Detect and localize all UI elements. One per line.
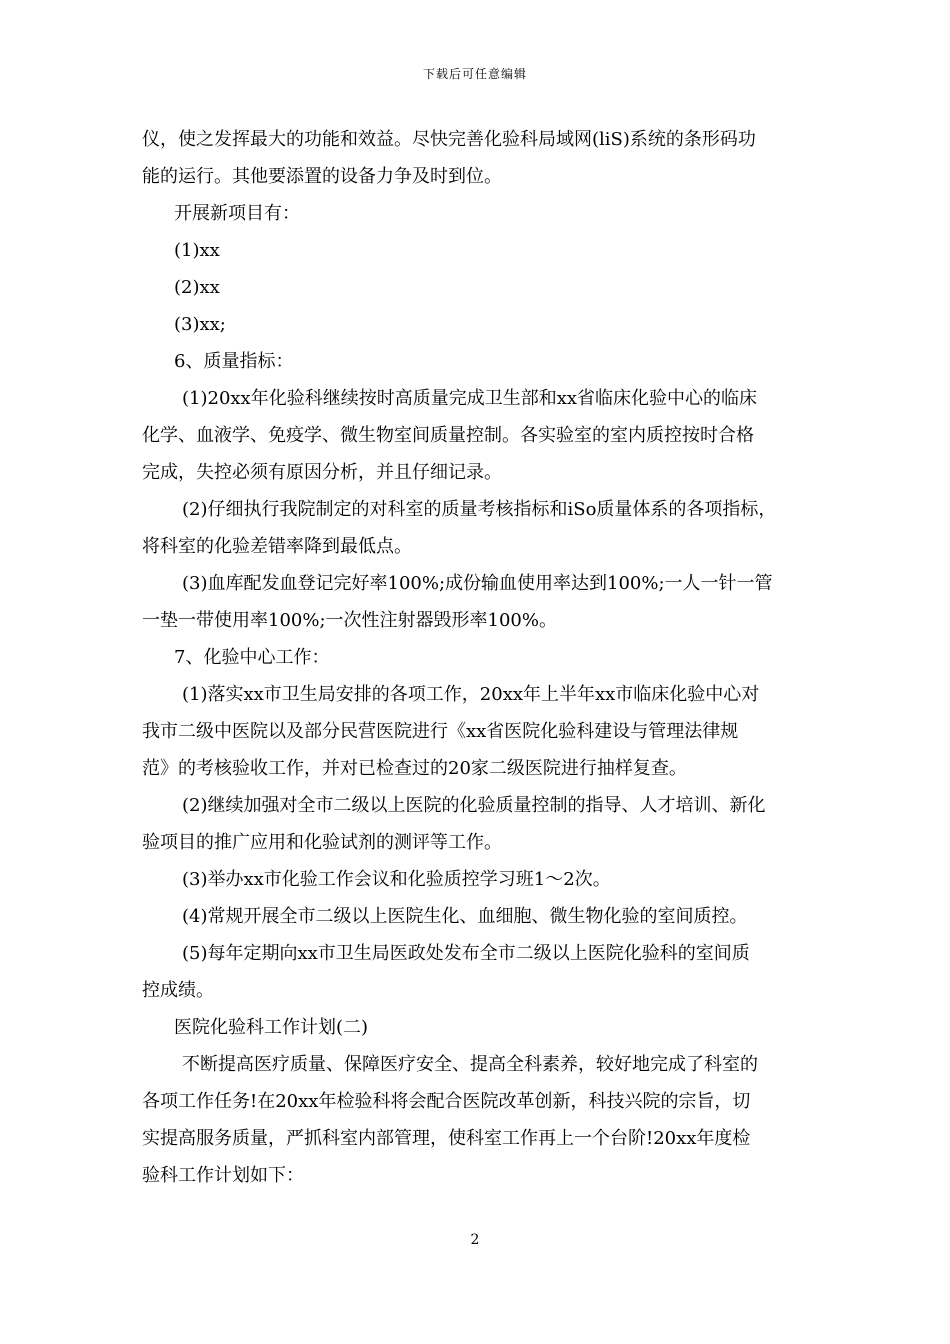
body-line: 一垫一带使用率100%;一次性注射器毁形率100%。 [142, 610, 557, 631]
body-line: 控成绩。 [142, 980, 214, 1001]
body-line: (3)血库配发血登记完好率100%;成份输血使用率达到100%;一人一针一管 [182, 573, 773, 594]
body-line: 范》的考核验收工作，并对已检查过的20家二级医院进行抽样复查。 [142, 758, 687, 779]
body-line: (1)落实xx市卫生局安排的各项工作，20xx年上半年xx市临床化验中心对 [182, 684, 760, 705]
body-line: (2)xx [174, 277, 220, 298]
body-line: 不断提高医疗质量、保障医疗安全、提高全科素养，较好地完成了科室的 [182, 1054, 758, 1075]
section-title: 医院化验科工作计划(二) [174, 1017, 369, 1038]
body-line: (2)仔细执行我院制定的对科室的质量考核指标和iSo质量体系的各项指标， [182, 499, 777, 520]
body-line: 开展新项目有： [174, 203, 300, 224]
body-line: 我市二级中医院以及部分民营医院进行《xx省医院化验科建设与管理法律规 [142, 721, 739, 742]
body-line: 验项目的推广应用和化验试剂的测评等工作。 [142, 832, 502, 853]
body-line: 完成，失控必须有原因分析，并且仔细记录。 [142, 462, 502, 483]
body-line: (3)xx; [174, 314, 226, 335]
body-line: (4)常规开展全市二级以上医院生化、血细胞、微生物化验的室间质控。 [182, 906, 748, 927]
body-line: 实提高服务质量，严抓科室内部管理，使科室工作再上一个台阶!20xx年度检 [142, 1128, 751, 1149]
page-header-note: 下载后可任意编辑 [422, 67, 527, 81]
section-heading: 6、质量指标： [174, 351, 294, 372]
body-line: 能的运行。其他要添置的设备力争及时到位。 [142, 166, 502, 187]
page-number: 2 [470, 1232, 480, 1248]
body-line: 将科室的化验差错率降到最低点。 [142, 536, 412, 557]
body-line: 仪，使之发挥最大的功能和效益。尽快完善化验科局域网(liS)系统的条形码功 [142, 129, 756, 150]
document-body [142, 121, 812, 1194]
body-line: (5)每年定期向xx市卫生局医政处发布全市二级以上医院化验科的室间质 [182, 943, 750, 964]
body-line: 化学、血液学、免疫学、微生物室间质量控制。各实验室的室内质控按时合格 [142, 425, 754, 446]
section-heading: 7、化验中心工作： [174, 647, 330, 668]
body-line: 各项工作任务!在20xx年检验科将会配合医院改革创新，科技兴院的宗旨，切 [142, 1091, 751, 1112]
body-line: 验科工作计划如下： [142, 1165, 304, 1186]
body-line: (1)xx [174, 240, 220, 261]
body-line: (3)举办xx市化验工作会议和化验质控学习班1～2次。 [182, 869, 611, 890]
body-line: (1)20xx年化验科继续按时高质量完成卫生部和xx省临床化验中心的临床 [182, 388, 758, 409]
body-line: (2)继续加强对全市二级以上医院的化验质量控制的指导、人才培训、新化 [182, 795, 766, 816]
